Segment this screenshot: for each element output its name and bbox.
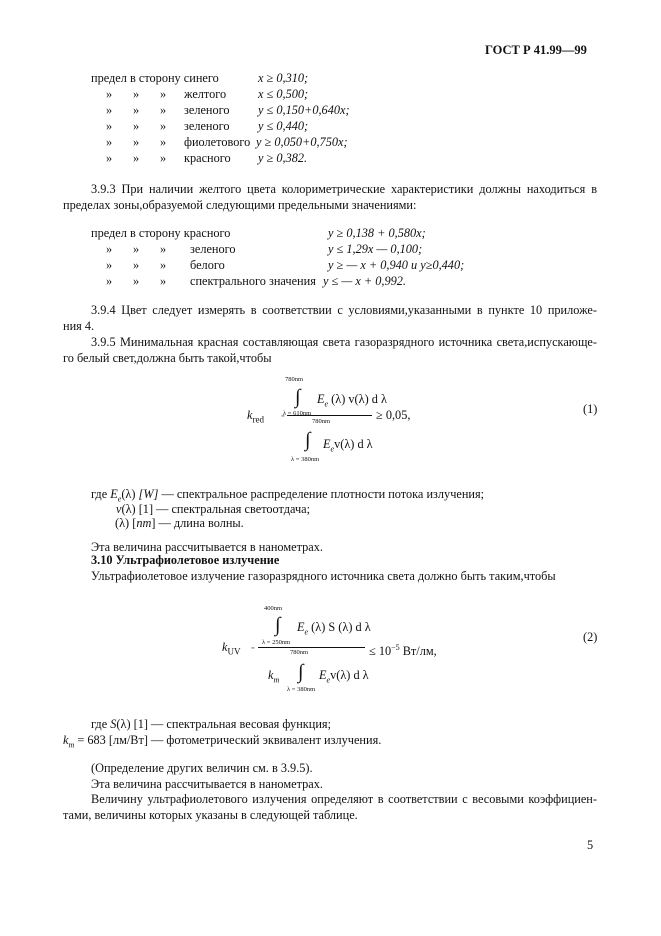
integral-lower-limit: λ = 610nm xyxy=(283,410,312,417)
limit-color-name: белого xyxy=(190,258,225,272)
note-nanometers: Эта величина рассчитывается в нанометрах. xyxy=(91,540,323,554)
closing-line-3: Величину ультрафиолетового излучения определяют в соответствии с весовыми коэффициен- xyxy=(91,792,597,806)
limit-row-label: предел в сторону синего xyxy=(91,71,219,85)
paragraph-3-9-3-line1: 3.9.3 При наличии желтого цвета колориметрические характеристики должны находиться в xyxy=(91,182,597,196)
numerator-expression: $E_e$ (λ) v(λ) d λ xyxy=(317,392,387,409)
fraction-bar xyxy=(258,647,365,648)
integral-upper-limit: 780nm xyxy=(312,418,331,425)
limit-color-name: зеленого xyxy=(184,103,230,117)
ditto-mark: » xyxy=(106,151,113,165)
integral-sign-icon: ∫ xyxy=(298,661,304,683)
lhs-k-red: $k_{red}$ xyxy=(247,408,264,425)
ditto-mark: » xyxy=(160,274,167,288)
paragraph-3-9-5-line1: 3.9.5 Минимальная красная составляющая света газоразрядного источника света,испускающе- xyxy=(91,335,597,349)
ditto-mark: » xyxy=(160,135,167,149)
integral-lower-limit: λ = 380nm xyxy=(287,686,316,693)
limit-row-condition: x ≥ 0,310; xyxy=(258,71,309,85)
equals-sign: = xyxy=(251,645,255,652)
ditto-mark: » xyxy=(106,135,113,149)
limit-row-condition: x ≤ 0,500; xyxy=(258,87,309,101)
integral-upper-limit: 400nm xyxy=(264,605,283,612)
ditto-mark: » xyxy=(160,87,167,101)
ditto-mark: » xyxy=(133,274,140,288)
fraction-bar xyxy=(287,415,372,416)
ditto-mark: » xyxy=(133,135,140,149)
limit-row-condition: y ≤ 0,150+0,640x; xyxy=(258,103,350,117)
ditto-mark: » xyxy=(133,258,140,272)
integral-lower-limit: λ = 250nm xyxy=(262,639,291,646)
numerator-expression: $E_e$ (λ) S (λ) d λ xyxy=(297,620,371,637)
integral-upper-limit: 780nm xyxy=(290,649,309,656)
integral-sign-icon: ∫ xyxy=(295,386,301,408)
ditto-mark: » xyxy=(160,119,167,133)
section-3-10-title: 3.10 Ультрафиолетовое излучение xyxy=(91,553,280,567)
limit-color-name: зеленого xyxy=(184,119,230,133)
ditto-mark: » xyxy=(160,258,167,272)
ditto-mark: » xyxy=(160,103,167,117)
paragraph-3-9-5-line2: го белый свет,должна быть такой,чтобы xyxy=(63,351,272,365)
limit-color-name: желтого xyxy=(184,87,227,101)
formula-number: (2) xyxy=(583,630,598,644)
ditto-mark: » xyxy=(133,103,140,117)
equals-sign: = xyxy=(281,413,285,420)
ditto-mark: » xyxy=(133,119,140,133)
paragraph-3-9-4-line1: 3.9.4 Цвет следует измерять в соответствии с условиями,указанными в пункте 10 приложе- xyxy=(91,303,597,317)
document-id: ГОСТ Р 41.99—99 xyxy=(485,43,587,57)
where2-line-2: $k_m = 683$ [лм/Вт] — фотометрический эквивалент излучения. xyxy=(63,733,382,750)
ditto-mark: » xyxy=(160,151,167,165)
where-line-2: v(λ) [1] — спектральная светоотдача; xyxy=(116,502,311,516)
ditto-mark: » xyxy=(106,103,113,117)
ditto-mark: » xyxy=(106,242,113,256)
closing-line-4: тами, величины которых указаны в следующей таблице. xyxy=(63,808,358,822)
ditto-mark: » xyxy=(106,274,113,288)
denominator-coefficient: $k_m$ xyxy=(268,668,280,685)
ditto-mark: » xyxy=(106,258,113,272)
paragraph-3-9-4-line2: ния 4. xyxy=(63,319,95,333)
ditto-mark: » xyxy=(133,87,140,101)
page-number: 5 xyxy=(587,838,594,852)
integral-upper-limit: 780nm xyxy=(285,376,304,383)
formula-rhs: ≥ 0,05, xyxy=(376,408,411,422)
where2-line-1: где S(λ) [1] — спектральная весовая функция; xyxy=(91,717,331,731)
limit-color-name: спектрального значения xyxy=(190,274,316,288)
section-3-10-text: Ультрафиолетовое излучение газоразрядного источника света должно быть таким,чтобы xyxy=(91,569,556,583)
lhs-k-uv: $k_{UV}$ xyxy=(222,640,241,657)
limit-color-name: красного xyxy=(184,151,231,165)
closing-line-1: (Определение других величин см. в 3.9.5). xyxy=(91,761,313,775)
integral-lower-limit: λ = 380nm xyxy=(291,456,320,463)
limit-color-name: зеленого xyxy=(190,242,236,256)
limit-row-condition: y ≤ 1,29x — 0,100; xyxy=(328,242,423,256)
formula-rhs: ≤ $10^{-5}$ Вт/лм, xyxy=(369,643,437,659)
limit-row-condition: y ≥ 0,382. xyxy=(258,151,308,165)
ditto-mark: » xyxy=(106,119,113,133)
limit-row-condition: y ≤ 0,440; xyxy=(258,119,309,133)
limit-row-condition: y ≤ — x + 0,992. xyxy=(323,274,407,288)
where-line-3: (λ) [nm] — длина волны. xyxy=(115,516,244,530)
limit-color-name: фиолетового xyxy=(184,135,251,149)
integral-sign-icon: ∫ xyxy=(305,429,311,451)
ditto-mark: » xyxy=(133,151,140,165)
limit-row-condition: y ≥ 0,138 + 0,580x; xyxy=(328,226,426,240)
where-line-1: где $E_e(\lambda)$ [W] — спектральное распределение плотности потока излучения; xyxy=(91,487,485,504)
limit-row-condition: y ≥ — x + 0,940 и y≥0,440; xyxy=(328,258,465,272)
integral-sign-icon: ∫ xyxy=(275,614,281,636)
denominator-expression: $E_ev(\lambda)$ d λ xyxy=(319,668,369,685)
denominator-expression: $E_ev(\lambda)$ d λ xyxy=(323,437,373,454)
closing-line-2: Эта величина рассчитывается в нанометрах. xyxy=(91,777,323,791)
formula-number: (1) xyxy=(583,402,598,416)
ditto-mark: » xyxy=(160,242,167,256)
ditto-mark: » xyxy=(133,242,140,256)
paragraph-3-9-3-line2: пределах зоны,образуемой следующими предельными значениями: xyxy=(63,198,417,212)
limit-row-label: предел в сторону красного xyxy=(91,226,231,240)
limit-row-condition: y ≥ 0,050+0,750x; xyxy=(256,135,348,149)
ditto-mark: » xyxy=(106,87,113,101)
